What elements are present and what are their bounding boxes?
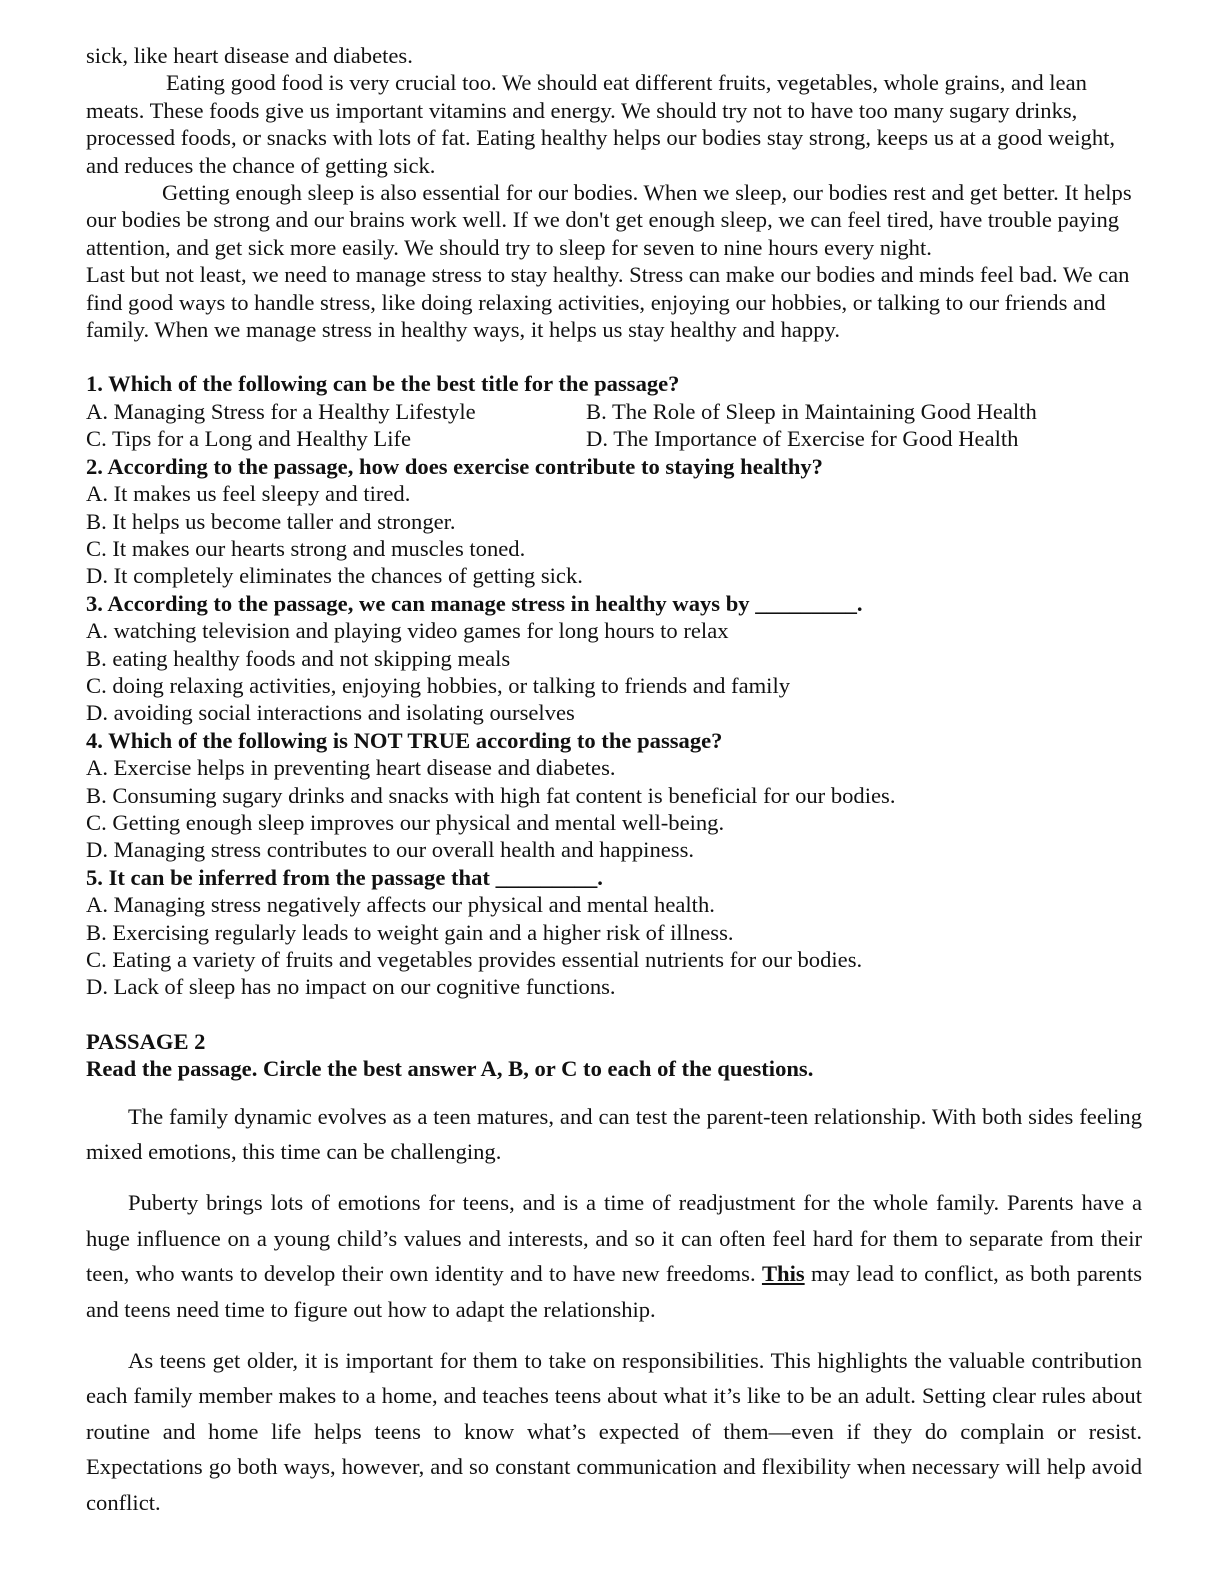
question-1-option-b[interactable]: B. The Role of Sleep in Maintaining Good Health xyxy=(586,398,1037,424)
document-page xyxy=(86,42,1142,1520)
passage2-paragraph-3: As teens get older, it is important for them to take on responsibilities. This highlights the valuable contribution each family member makes to a home, and teaches teens about what it’s like to be an adult. Setting clear rules about routine and home life helps teens to know what’s expected of them—even if they do complain or resist. Expectations go both ways, however, and so constant communication and flexibility when necessary will help avoid conflict. xyxy=(86,1348,1142,1515)
question-5-option-d[interactable]: D. Lack of sleep has no impact on our cognitive functions. xyxy=(86,974,616,1000)
question-4-option-b[interactable]: B. Consuming sugary drinks and snacks with high fat content is beneficial for our bodies. xyxy=(86,782,896,808)
question-1 xyxy=(86,370,1142,452)
question-3-option-b[interactable]: B. eating healthy foods and not skipping meals xyxy=(86,645,511,671)
passage1-paragraph-food: Eating good food is very crucial too. We should eat different fruits, vegetables, whole grains, and lean meats. These foods give us important vitamins and energy. We should try not to have too many sugary drinks, processed foods, or snacks with lots of fat. Eating healthy helps our bodies stay strong, keeps us at a good weight, and reduces the chance of getting sick. xyxy=(86,70,1116,178)
question-3 xyxy=(86,590,1142,727)
passage2-title: PASSAGE 2 xyxy=(86,1028,206,1054)
question-4-option-d[interactable]: D. Managing stress contributes to our overall health and happiness. xyxy=(86,837,695,863)
passage2-paragraph-1: The family dynamic evolves as a teen matures, and can test the parent-teen relationship. With both sides feeling mixed emotions, this time can be challenging. xyxy=(86,1103,1142,1165)
question-1-option-c[interactable]: C. Tips for a Long and Healthy Life xyxy=(86,426,412,452)
question-2-option-d[interactable]: D. It completely eliminates the chances of getting sick. xyxy=(86,563,583,589)
passage2-paragraph-2-after: may lead to conflict, as both parents and teens need time to figure out how to adapt the relationship. xyxy=(86,1261,1143,1322)
question-2-option-b[interactable]: B. It helps us become taller and stronger. xyxy=(86,508,456,534)
question-4-option-a[interactable]: A. Exercise helps in preventing heart disease and diabetes. xyxy=(86,755,616,781)
passage1-paragraph-stress: Last but not least, we need to manage stress to stay healthy. Stress can make our bodies and minds feel bad. We can find good ways to handle stress, like doing relaxing activities, enjoying our hobbies, or talking to our friends and family. When we manage stress in healthy ways, it helps us stay healthy and happy. xyxy=(86,262,1130,343)
question-2-option-c[interactable]: C. It makes our hearts strong and muscles toned. xyxy=(86,535,526,561)
question-3-option-a[interactable]: A. watching television and playing video games for long hours to relax xyxy=(86,618,729,644)
question-1-stem: 1. Which of the following can be the best title for the passage? xyxy=(86,371,680,397)
question-2-option-a[interactable]: A. It makes us feel sleepy and tired. xyxy=(86,481,411,507)
question-5-option-c[interactable]: C. Eating a variety of fruits and vegetables provides essential nutrients for our bodies. xyxy=(86,947,863,972)
passage1-paragraph-0: sick, like heart disease and diabetes. xyxy=(86,43,413,68)
question-3-option-c[interactable]: C. doing relaxing activities, enjoying hobbies, or talking to friends and family xyxy=(86,672,791,698)
question-3-stem: 3. According to the passage, we can manage stress in healthy ways by _________. xyxy=(86,590,863,616)
question-4-option-c[interactable]: C. Getting enough sleep improves our physical and mental well-being. xyxy=(86,809,725,835)
question-5-option-b[interactable]: B. Exercising regularly leads to weight gain and a higher risk of illness. xyxy=(86,919,734,945)
question-4-stem: 4. Which of the following is NOT TRUE according to the passage? xyxy=(86,727,723,753)
question-5-stem: 5. It can be inferred from the passage that _________. xyxy=(86,864,603,890)
question-2 xyxy=(86,453,1142,590)
passage2-paragraph-2-before: Puberty brings lots of emotions for teens, and is a time of readjustment for the whole family. Parents have a huge influence on a young child’s values and interests, and so it can often feel hard for them to separate from their teen, who wants to develop their own identity and to have new freedoms. xyxy=(86,1190,1142,1287)
question-3-option-d[interactable]: D. avoiding social interactions and isolating ourselves xyxy=(86,700,575,726)
question-5-option-a[interactable]: A. Managing stress negatively affects our physical and mental health. xyxy=(86,892,715,918)
question-4 xyxy=(86,727,1142,864)
question-1-option-a[interactable]: A. Managing Stress for a Healthy Lifestyle xyxy=(86,398,476,424)
passage2-instruction: Read the passage. Circle the best answer A, B, or C to each of the questions. xyxy=(86,1056,814,1082)
question-2-stem: 2. According to the passage, how does exercise contribute to staying healthy? xyxy=(86,453,823,479)
passage2-paragraph-2 xyxy=(86,1185,1142,1327)
underlined-word-this: This xyxy=(761,1261,805,1287)
question-5 xyxy=(86,864,1142,1001)
question-1-option-d[interactable]: D. The Importance of Exercise for Good Health xyxy=(586,426,1019,452)
passage1-paragraph-sleep: Getting enough sleep is also essential for our bodies. When we sleep, our bodies rest and get better. It helps our bodies be strong and our brains work well. If we don't get enough sleep, we can feel tired, have trouble paying attention, and get sick more easily. We should try to sleep for seven to nine hours every night. xyxy=(86,180,1132,260)
